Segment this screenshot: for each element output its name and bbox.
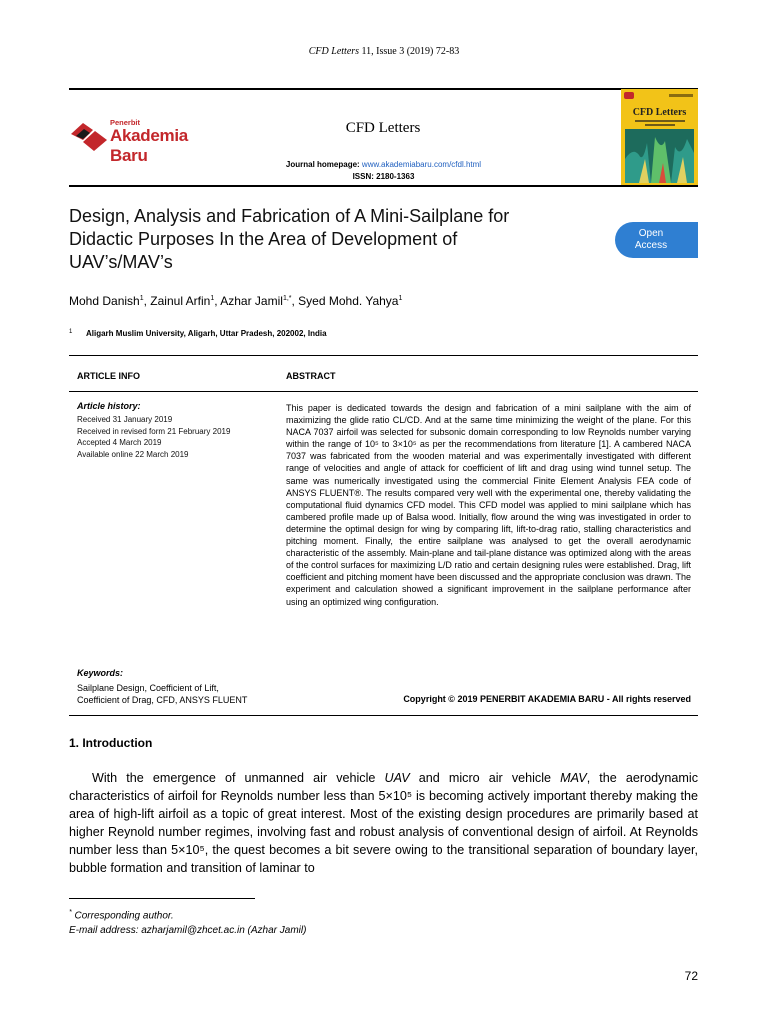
intro-text-part: and micro air vehicle bbox=[409, 771, 561, 785]
open-access-line: Access bbox=[634, 240, 668, 251]
keywords-line: Sailplane Design, Coefficient of Lift, bbox=[77, 683, 219, 693]
affiliation-number: 1 bbox=[69, 329, 73, 335]
intro-term-mav: MAV bbox=[560, 771, 587, 785]
affiliation bbox=[69, 329, 327, 338]
article-history-heading: Article history: bbox=[77, 401, 141, 411]
history-item: Available online 22 March 2019 bbox=[77, 449, 189, 459]
copyright-notice: Copyright © 2019 PENERBIT AKADEMIA BARU - All rights reserved bbox=[403, 694, 691, 704]
author-name: Azhar Jamil bbox=[220, 294, 283, 308]
history-item: Received 31 January 2019 bbox=[77, 415, 173, 424]
footnote-email: E-mail address: azharjamil@zhcet.ac.in (Azhar Jamil) bbox=[69, 925, 307, 937]
info-top-rule bbox=[69, 355, 698, 356]
homepage-link[interactable]: www.akademiabaru.com/cfdl.html bbox=[361, 160, 482, 169]
footnote-rule bbox=[69, 898, 255, 899]
footnote-label: Corresponding author. bbox=[71, 910, 174, 922]
intro-text-part: With the emergence of unmanned air vehicle bbox=[92, 771, 385, 785]
header-bottom-rule bbox=[69, 185, 698, 187]
info-header-rule bbox=[69, 391, 698, 392]
open-access-line: Open bbox=[638, 228, 664, 239]
footnote-marker: * bbox=[69, 909, 72, 916]
author-name: Mohd Danish bbox=[69, 294, 140, 308]
publisher-logo bbox=[69, 118, 219, 165]
author-affiliation-mark: 1 bbox=[398, 295, 403, 302]
introduction-paragraph bbox=[69, 769, 698, 877]
header-top-rule bbox=[69, 88, 698, 90]
cover-cfd-image bbox=[625, 129, 694, 183]
footnote bbox=[69, 905, 306, 938]
info-bottom-rule bbox=[69, 715, 698, 716]
publisher-name: Akademia Baru bbox=[110, 126, 188, 165]
intro-text-part: , the aerodynamic characteristics of airfoil for Reynolds number less than 5×10⁵ is becoming actively important thereby making the area of high-lift airfoil as a topic of great interest. Most of the existing design procedures are primarily based at higher Reynold number regimes, involving fast and robust analysis of conventional design of airfoil. At Reynolds number less than 5×10⁵, the quest becomes a bit severe owing to the transitional separation of boundary layer, bubble formation and transition of laminar to bbox=[69, 771, 698, 875]
abstract-text: This paper is dedicated towards the design and fabrication of a mini sailplane with the aim of maximizing the glide ratio CL/CD. And at the same time minimizing the weight of the plane. For this NACA 7037 airfoil was selected for subsonic domain corresponding to low Reynolds number varying within the range of 10⁵ to 3×10⁵ as per the recommendations from literature [1]. A cambered NACA 7037 was fabricated from the wooden material and was experimentally investigated with different range of velocities and angle of attack for coefficient of lift and drag using wind tunnel setup. The same was numerically investigated using the commercial Finite Element Analysis FEA code of ANSYS FLUENT®. The results compared very well with the experimental one, thereby validating the computational fluid dynamics CFD model. This CFD model was applied to mini sailplane which has cambered profile made up of Balsa wood. Initially, flow around the wing was investigated in order to determine the optimal design for wing by comparing lift, lift-to-drag ratio, stalling characteristics and pitching moment. Finally, the entire sailplane was analysed to get the overall aerodynamic characteristic of the assembly. Main-plane and tail-plane distance was optimized along with the areas of the control surfaces for maximizing L/D ratio and certain designing rules were established. Drag, lift coefficient and pitching moment have been discussed and the appropriate conclusion was drawn. The experiment and calculation showed a significant improvement in the sailplane performance after using an optimized wing configuration. bbox=[286, 403, 691, 607]
journal-homepage bbox=[200, 160, 567, 169]
author-affiliation-mark: 1 bbox=[139, 295, 144, 302]
publisher-logo-icon bbox=[69, 120, 109, 154]
history-item: Received in revised form 21 February 2019 bbox=[77, 426, 231, 436]
article-history-list bbox=[77, 414, 230, 460]
journal-issn: ISSN: 2180-1363 bbox=[352, 172, 415, 181]
journal-cover-image bbox=[621, 89, 698, 185]
author-affiliation-mark: 1 bbox=[210, 295, 215, 302]
author-list: Mohd Danish$^1$, Zainul Arfin$^1$, Azhar Jamil$^{1,*}$, Syed Mohd. Yahya$^1$ bbox=[69, 294, 403, 308]
keywords-line: Coefficient of Drag, CFD, ANSYS FLUENT bbox=[77, 695, 248, 705]
running-header bbox=[0, 46, 768, 57]
author-name: Syed Mohd. Yahya bbox=[298, 294, 399, 308]
article-title-line: Design, Analysis and Fabrication of A Mini-Sailplane for bbox=[69, 206, 510, 226]
keywords-heading: Keywords: bbox=[77, 668, 124, 678]
author-affiliation-mark: 1,* bbox=[282, 295, 292, 302]
journal-name: CFD Letters bbox=[345, 120, 421, 136]
history-item: Accepted 4 March 2019 bbox=[77, 438, 162, 447]
affiliation-text: Aligarh Muslim University, Aligarh, Uttar Pradesh, 202002, India bbox=[86, 329, 327, 338]
open-access-badge bbox=[615, 222, 698, 258]
article-title-line: UAV’s/MAV’s bbox=[69, 252, 173, 272]
cover-title: CFD Letters bbox=[632, 107, 687, 118]
article-info-heading: ARTICLE INFO bbox=[77, 371, 140, 381]
keywords-list bbox=[77, 682, 277, 706]
introduction-heading: 1. Introduction bbox=[69, 736, 153, 750]
article-title bbox=[69, 205, 559, 274]
homepage-label: Journal homepage: bbox=[285, 160, 362, 169]
publisher-small-text: Penerbit bbox=[110, 118, 141, 127]
intro-term-uav: UAV bbox=[384, 771, 410, 785]
article-title-line: Didactic Purposes In the Area of Development of bbox=[69, 229, 458, 249]
author-name: Zainul Arfin bbox=[150, 294, 211, 308]
running-header-citation: 11, Issue 3 (2019) 72-83 bbox=[359, 46, 460, 57]
page-number: 72 bbox=[684, 969, 698, 983]
running-header-journal: CFD Letters bbox=[308, 46, 360, 57]
abstract-heading: ABSTRACT bbox=[286, 371, 336, 381]
